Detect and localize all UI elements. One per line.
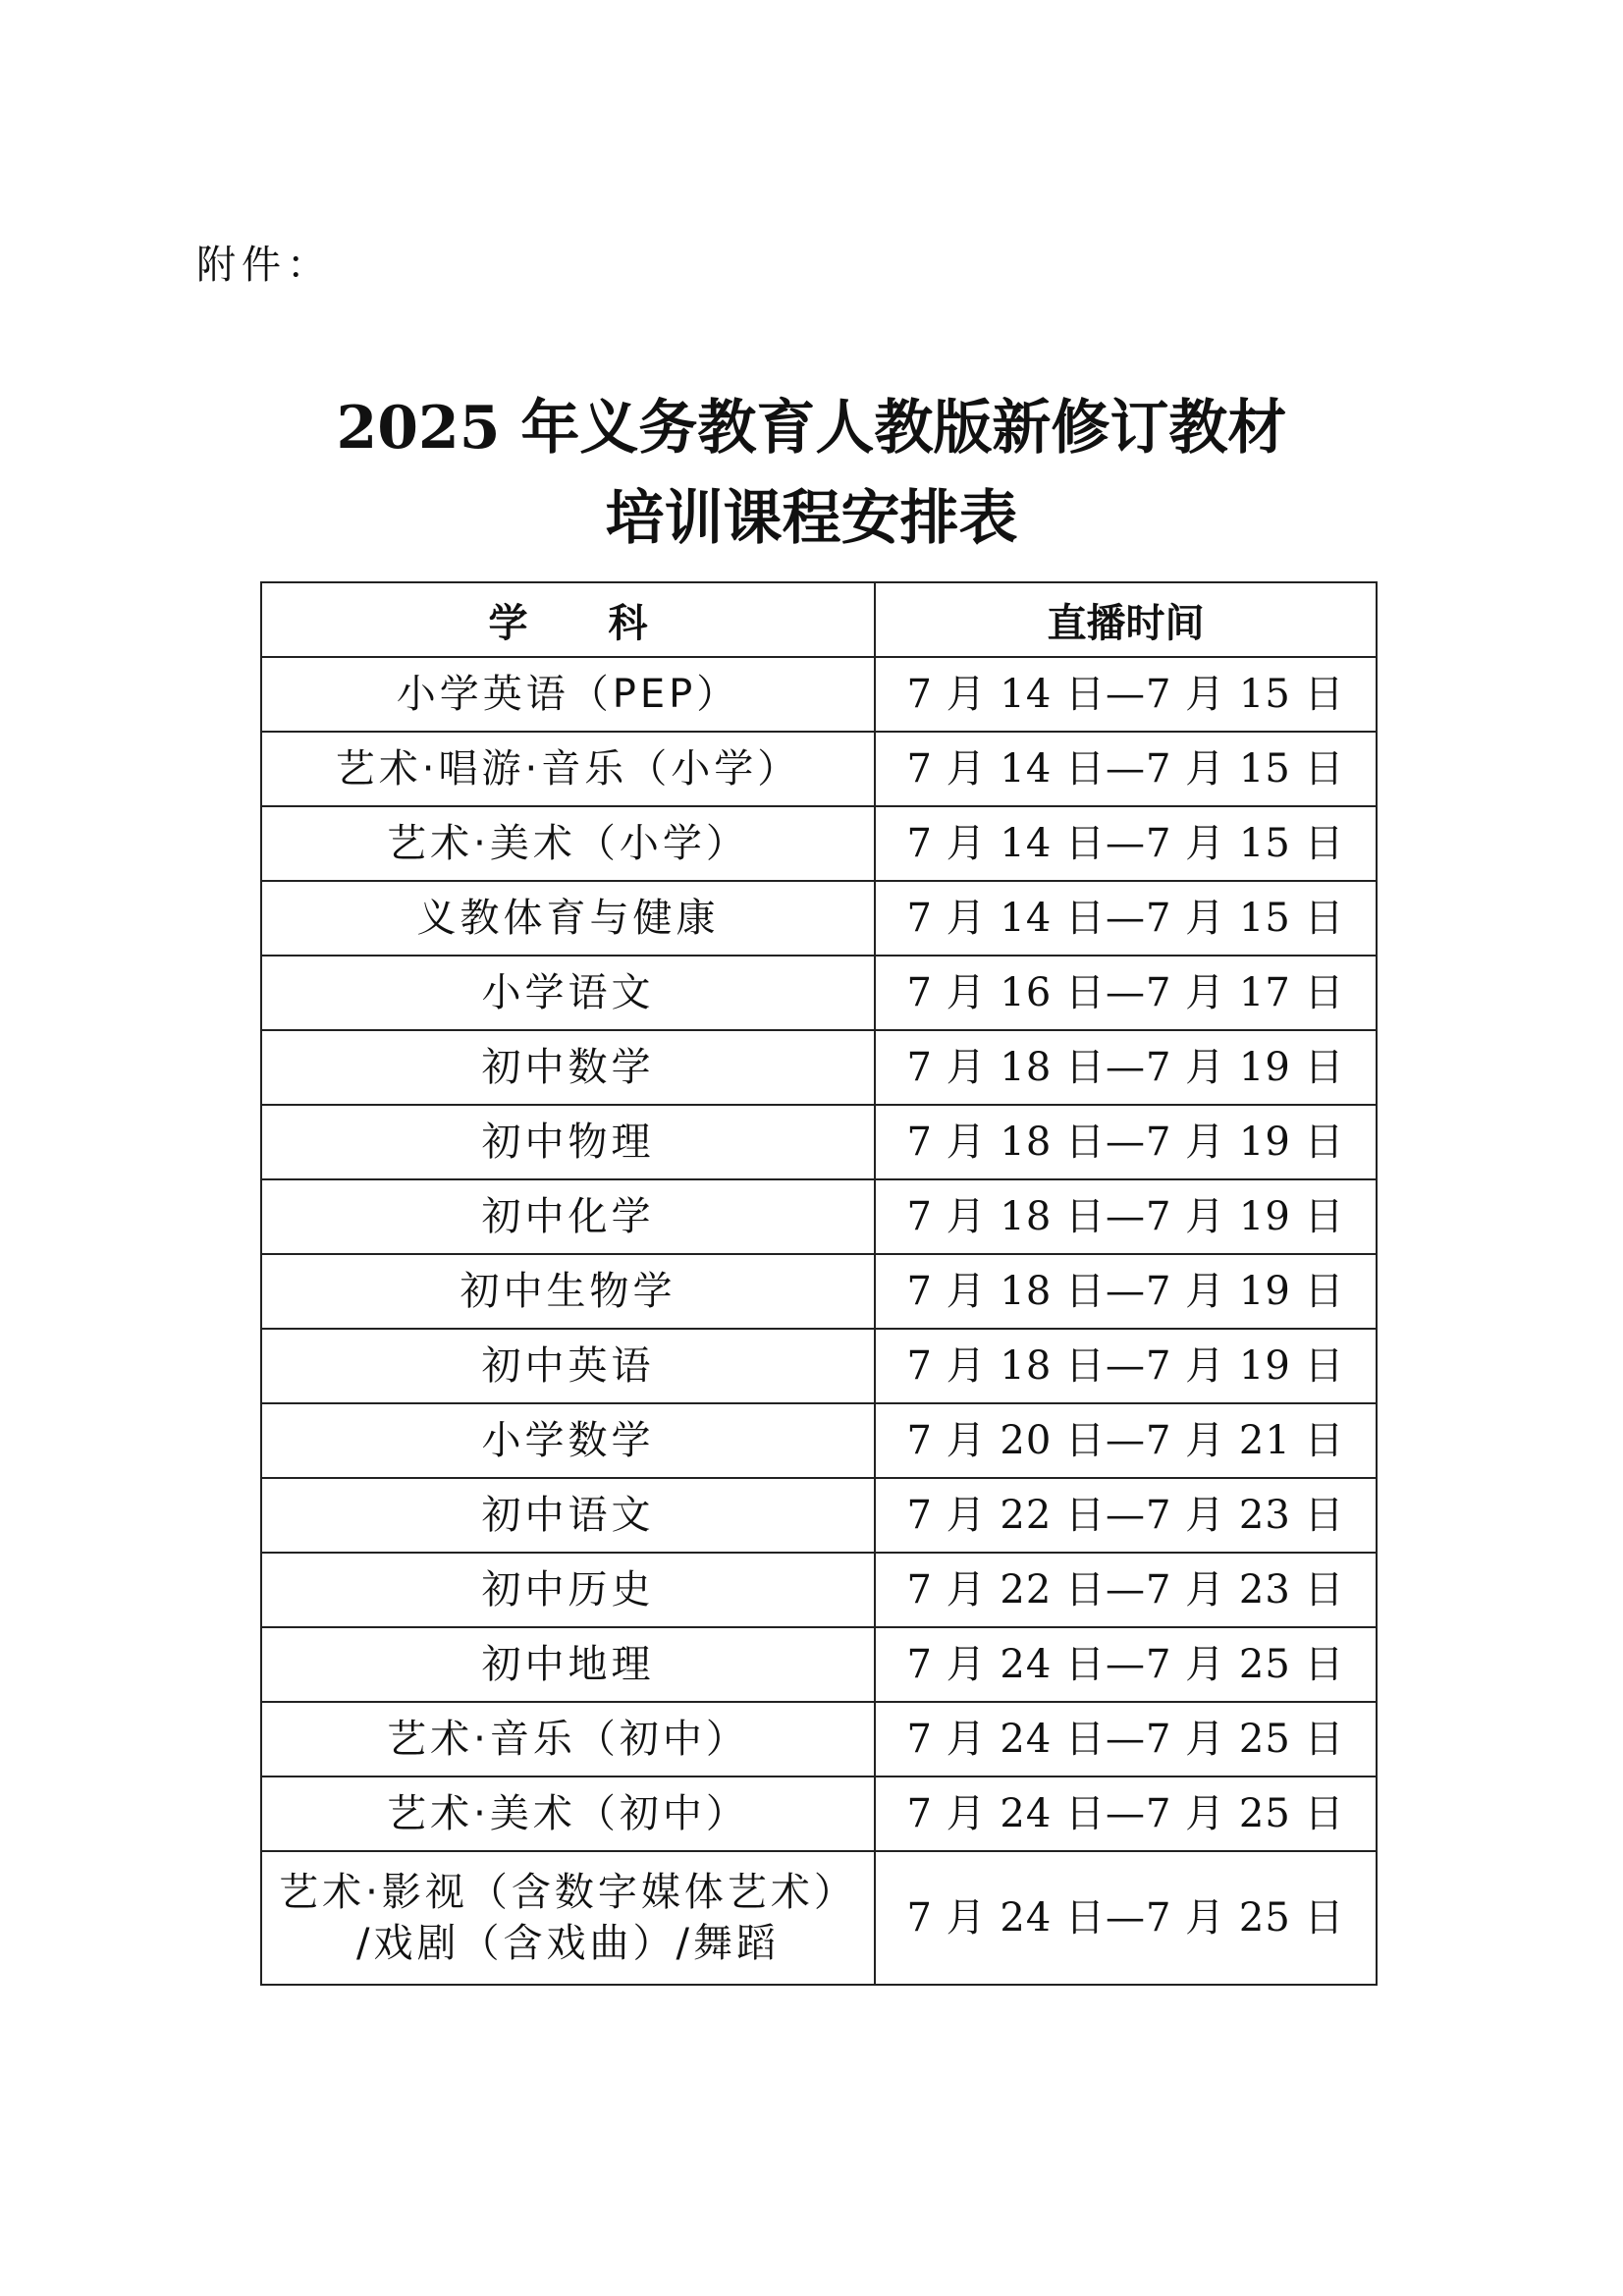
table-row [261,1179,1377,1254]
subject-cell: 小学数学 [261,1403,875,1478]
table-row [261,1702,1377,1777]
table-row [261,1403,1377,1478]
subject-cell: 初中物理 [261,1105,875,1179]
subject-cell: 初中数学 [261,1030,875,1105]
subject-line: /戏剧（含戏曲）/舞蹈 [356,1921,780,1966]
table-row [261,956,1377,1030]
table-row [261,732,1377,806]
subject-cell: 初中地理 [261,1627,875,1702]
subject-cell: 初中英语 [261,1329,875,1403]
subject-cell: 艺术·美术（小学） [261,806,875,881]
subject-cell: 小学语文 [261,956,875,1030]
time-cell: 7 月 18 日—7 月 19 日 [875,1179,1377,1254]
table-row [261,1553,1377,1627]
table-row [261,806,1377,881]
time-cell: 7 月 14 日—7 月 15 日 [875,657,1377,732]
document-title-line-1: 2025 年义务教育人教版新修订教材 [336,394,1287,463]
time-cell: 7 月 24 日—7 月 25 日 [875,1851,1377,1985]
subject-cell [261,1851,875,1985]
time-cell: 7 月 14 日—7 月 15 日 [875,806,1377,881]
table-header-row [261,582,1377,657]
table-row [261,1105,1377,1179]
subject-cell: 初中历史 [261,1553,875,1627]
time-cell: 7 月 14 日—7 月 15 日 [875,732,1377,806]
table-row [261,1030,1377,1105]
table-row [261,657,1377,732]
subject-cell: 艺术·唱游·音乐（小学） [261,732,875,806]
time-cell: 7 月 18 日—7 月 19 日 [875,1329,1377,1403]
header-subject: 学 科 [261,582,875,657]
schedule-table [260,581,1378,1986]
table-row [261,1851,1377,1985]
subject-cell: 初中生物学 [261,1254,875,1329]
document-title-line-2: 培训课程安排表 [605,484,1018,553]
subject-cell: 初中化学 [261,1179,875,1254]
subject-cell: 艺术·音乐（初中） [261,1702,875,1777]
time-cell: 7 月 24 日—7 月 25 日 [875,1627,1377,1702]
time-cell: 7 月 24 日—7 月 25 日 [875,1702,1377,1777]
subject-cell: 义教体育与健康 [261,881,875,956]
time-cell: 7 月 22 日—7 月 23 日 [875,1553,1377,1627]
table-row [261,1627,1377,1702]
header-broadcast-time: 直播时间 [875,582,1377,657]
attachment-label: 附件： [196,243,332,288]
table-row [261,1254,1377,1329]
subject-cell: 初中语文 [261,1478,875,1553]
time-cell: 7 月 14 日—7 月 15 日 [875,881,1377,956]
time-cell: 7 月 22 日—7 月 23 日 [875,1478,1377,1553]
subject-cell: 小学英语（PEP） [261,657,875,732]
subject-cell: 艺术·美术（初中） [261,1777,875,1851]
time-cell: 7 月 18 日—7 月 19 日 [875,1254,1377,1329]
time-cell: 7 月 16 日—7 月 17 日 [875,956,1377,1030]
table-row [261,1329,1377,1403]
subject-line: 艺术·影视（含数字媒体艺术） [279,1870,857,1915]
table-row [261,1478,1377,1553]
time-cell: 7 月 24 日—7 月 25 日 [875,1777,1377,1851]
time-cell: 7 月 18 日—7 月 19 日 [875,1105,1377,1179]
table-row [261,881,1377,956]
time-cell: 7 月 18 日—7 月 19 日 [875,1030,1377,1105]
time-cell: 7 月 20 日—7 月 21 日 [875,1403,1377,1478]
table-row [261,1777,1377,1851]
